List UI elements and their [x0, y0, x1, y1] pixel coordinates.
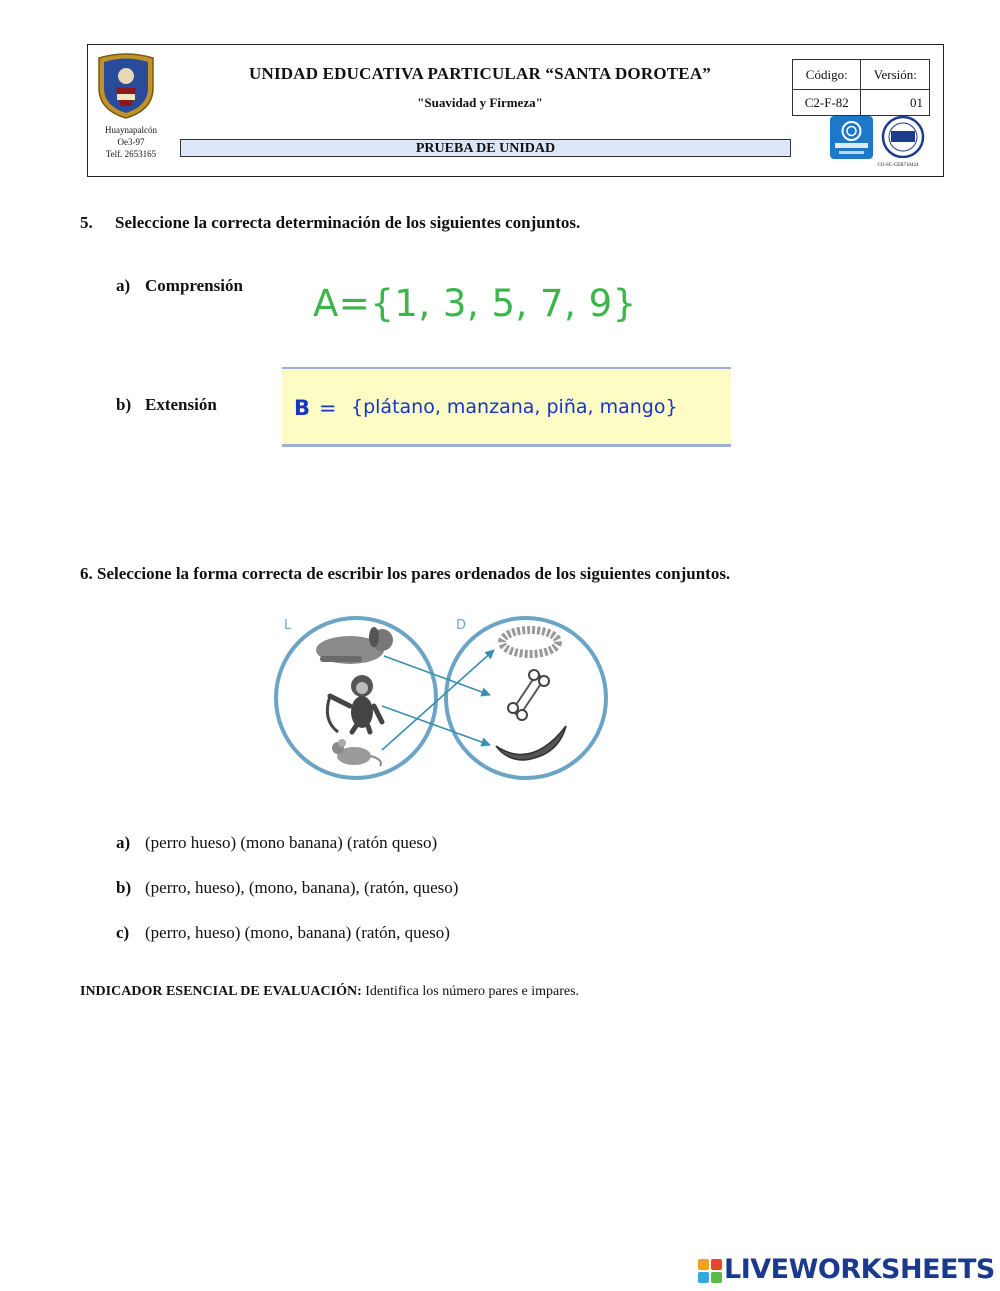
answer-option-c[interactable]: [116, 923, 450, 943]
document-code-table: [792, 59, 930, 116]
option-text: (perro, hueso), (mono, banana), (ratón, queso): [145, 878, 459, 897]
address-line: Oe3-97: [117, 137, 145, 147]
iqnet-certification-icon: [877, 116, 929, 158]
indicator-label: INDICADOR ESENCIAL DE EVALUACIÓN:: [80, 984, 362, 999]
question-5-item-b: [116, 395, 217, 415]
question-5-item-a: [116, 276, 243, 296]
set-b-name: B: [294, 396, 311, 420]
bone-icon: [508, 670, 549, 720]
option-label: c): [116, 923, 130, 942]
option-label: a): [116, 833, 131, 852]
set-a-comprehension: A={1, 3, 5, 7, 9}: [313, 282, 637, 325]
address-line: Huaynapalcón: [105, 125, 157, 135]
question-number: 5.: [80, 213, 93, 232]
arrow-mouse-to-collar: [382, 650, 494, 750]
unit-title-bar: PRUEBA DE UNIDAD: [180, 139, 791, 157]
dog-icon: [316, 627, 393, 664]
question-5: [80, 213, 580, 233]
school-name: UNIDAD EDUCATIVA PARTICULAR “SANTA DOROTEA”: [248, 64, 712, 83]
indicator-text: Identifica los número pares e impares.: [365, 984, 580, 999]
code-label: Código:: [793, 60, 861, 90]
item-label: a): [116, 276, 131, 295]
sets-mapping-diagram: [270, 610, 615, 785]
code-value: C2-F-82: [793, 90, 861, 116]
answer-option-b[interactable]: [116, 878, 458, 898]
mouse-icon: [332, 739, 381, 766]
set-b-equals: =: [319, 396, 337, 420]
question-6: 6. Seleccione la forma correcta de escribir los pares ordenados de los siguientes conjuntos.: [80, 564, 731, 583]
item-label: b): [116, 395, 132, 414]
set-d-label: D: [456, 618, 467, 633]
school-address: [90, 124, 172, 160]
set-b-elements: {plátano, manzana, piña, mango}: [351, 396, 678, 418]
version-label: Versión:: [861, 60, 930, 90]
banana-icon: [496, 726, 566, 760]
certification-code: CO-SC-CER710424: [877, 163, 919, 168]
evaluation-indicator: [80, 984, 579, 1000]
question-text: Seleccione la correcta determinación de los siguientes conjuntos.: [115, 213, 581, 232]
item-text: Comprensión: [145, 276, 243, 295]
version-value: 01: [861, 90, 930, 116]
liveworksheets-brand[interactable]: LIVEWORKSHEETS: [724, 1254, 995, 1285]
school-crest-icon: [95, 52, 157, 120]
answer-option-a[interactable]: [116, 833, 437, 853]
liveworksheets-logo-icon: [698, 1259, 722, 1283]
icontec-certification-icon: [830, 116, 873, 159]
set-l-label: L: [284, 618, 292, 633]
school-motto: "Suavidad y Firmeza": [417, 95, 543, 110]
item-text: Extensión: [145, 395, 217, 414]
option-text: (perro, hueso) (mono, banana) (ratón, queso): [145, 923, 450, 942]
address-line: Telf. 2653165: [105, 149, 157, 159]
monkey-icon: [327, 675, 382, 732]
collar-icon: [502, 630, 558, 654]
option-text: (perro hueso) (mono banana) (ratón queso): [145, 833, 438, 852]
option-label: b): [116, 878, 132, 897]
